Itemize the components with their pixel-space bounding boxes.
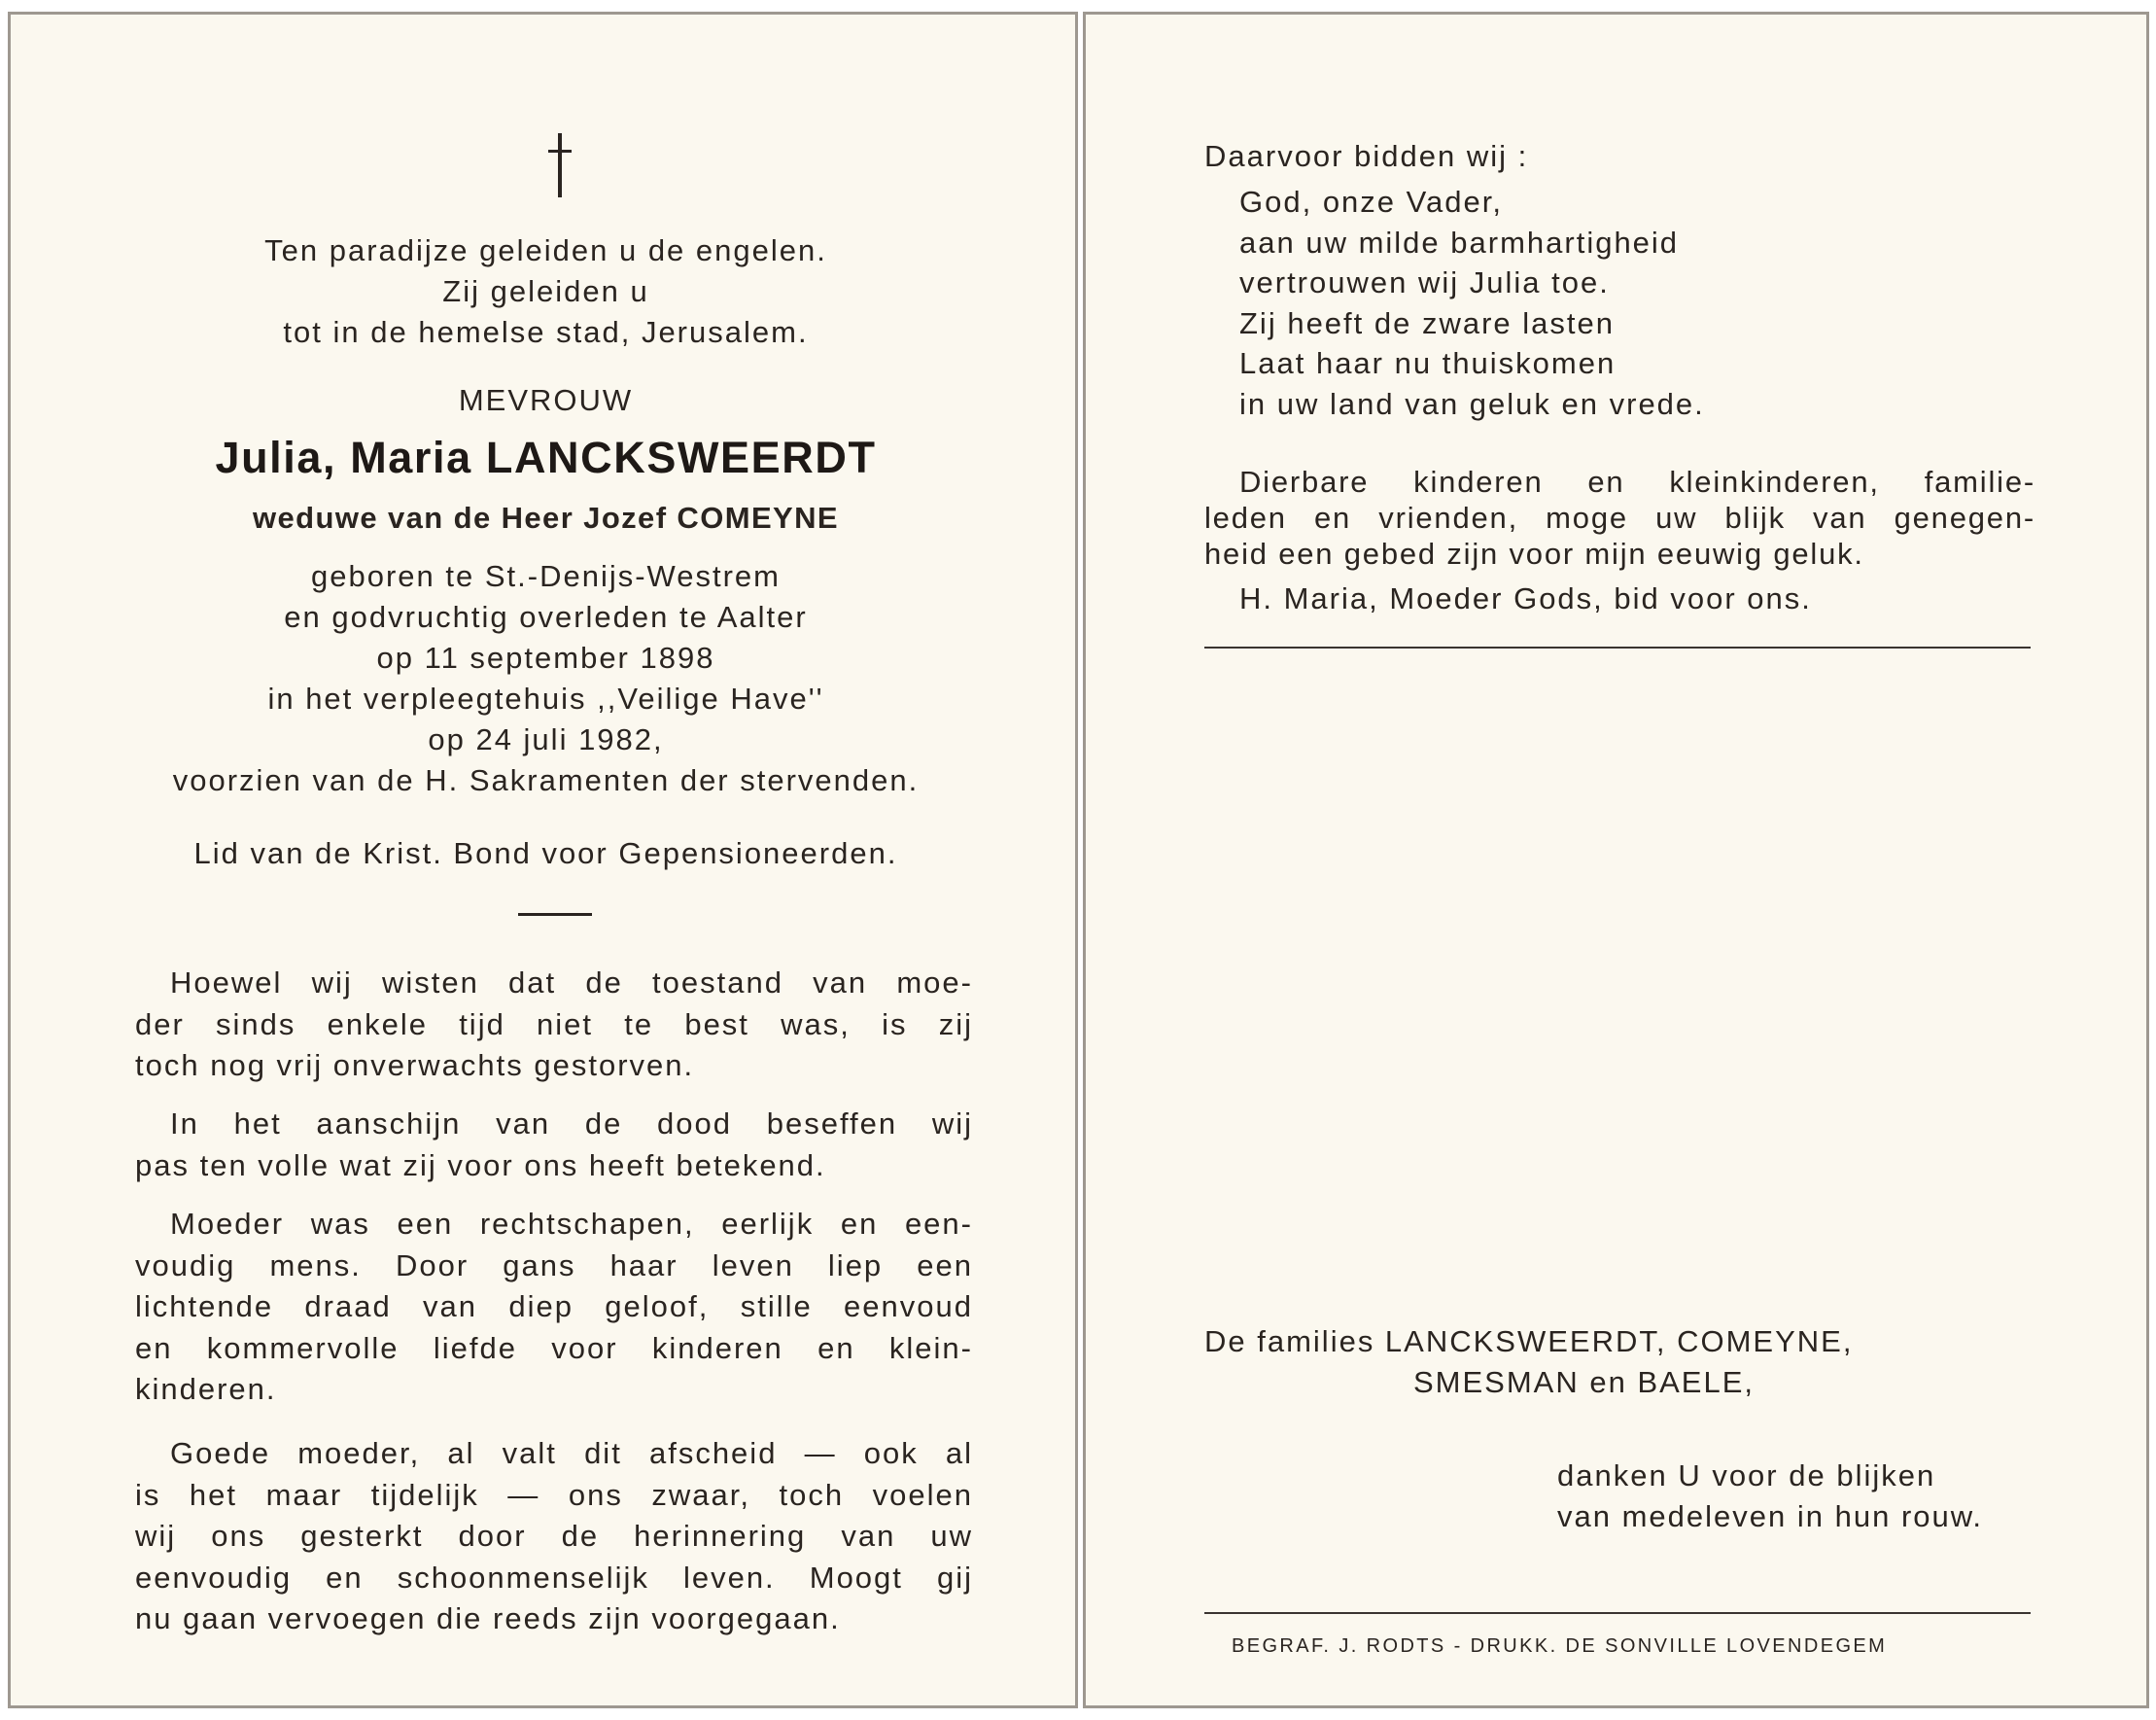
- verse-line: Zij geleiden u: [442, 274, 649, 308]
- prayer: [1239, 182, 1705, 424]
- prayer-line: vertrouwen wij Julia toe.: [1239, 265, 1610, 299]
- families-line: De families LANCKSWEERDT, COMEYNE,: [1204, 1324, 1854, 1358]
- thanks-line: danken U voor de blijken: [1557, 1458, 1936, 1492]
- deceased-name: Julia, Maria LANCKSWEERDT: [215, 433, 877, 482]
- thanks: [1557, 1456, 1983, 1536]
- salutation: MEVROUW: [458, 383, 634, 417]
- bio-line: in het verpleegtehuis ,,Veilige Have'': [267, 682, 824, 716]
- message-line: Dierbare kinderen en kleinkinderen, familie-: [1239, 465, 2035, 499]
- paragraph-line: Goede moeder, al valt dit afscheid — ook al: [170, 1436, 973, 1470]
- right-panel: [1083, 12, 2149, 1708]
- paragraph: [135, 963, 973, 1087]
- paragraph-line: voudig mens. Door gans haar leven liep een: [135, 1247, 973, 1282]
- divider: [518, 913, 592, 916]
- families: [1204, 1321, 1853, 1402]
- divider: [1204, 1612, 2031, 1614]
- printer-credit: BEGRAF. J. RODTS - DRUKK. DE SONVILLE LOVENDEGEM: [1232, 1635, 1888, 1657]
- bio-line: op 24 juli 1982,: [428, 722, 664, 756]
- paragraph-line: pas ten volle wat zij voor ons heeft betekend.: [135, 1147, 826, 1182]
- left-panel: [8, 12, 1078, 1708]
- paragraph-line: nu gaan vervoegen die reeds zijn voorgegaan.: [135, 1601, 841, 1635]
- paragraph: [135, 1204, 973, 1411]
- prayer-line: aan uw milde barmhartigheid: [1239, 225, 1680, 260]
- prayer-line: Laat haar nu thuiskomen: [1239, 346, 1617, 380]
- bio-line: op 11 september 1898: [376, 641, 715, 675]
- paragraph-line: eenvoudig en schoonmenselijk leven. Moogt gij: [135, 1560, 973, 1595]
- families-line: SMESMAN en BAELE,: [1413, 1364, 1756, 1399]
- bio-line: geboren te St.-Denijs-Westrem: [311, 559, 781, 593]
- message-line: leden en vrienden, moge uw blijk van genegen-: [1204, 501, 2035, 535]
- opening-verse: [11, 230, 1081, 353]
- paragraph-line: In het aanschijn van de dood beseffen wij: [170, 1106, 973, 1141]
- paragraph-line: kinderen.: [135, 1372, 277, 1406]
- paragraph-line: lichtende draad van diep geloof, stille eenvoud: [135, 1289, 973, 1323]
- paragraph-line: en kommervolle liefde voor kinderen en klein-: [135, 1330, 973, 1365]
- biography: [11, 556, 1081, 801]
- widow-of: weduwe van de Heer Jozef COMEYNE: [253, 501, 839, 535]
- divider: [1204, 647, 2031, 649]
- verse-line: Ten paradijze geleiden u de engelen.: [264, 233, 827, 267]
- prayer-line: God, onze Vader,: [1239, 185, 1503, 219]
- message: [1204, 464, 2035, 572]
- membership: Lid van de Krist. Bond voor Gepensioneerden.: [193, 836, 898, 870]
- paragraph-line: Moeder was een rechtschapen, eerlijk en een-: [170, 1207, 973, 1241]
- prayer-line: Zij heeft de zware lasten: [1239, 305, 1616, 340]
- bio-line: voorzien van de H. Sakramenten der stervenden.: [172, 763, 920, 797]
- message-line: heid een gebed zijn voor mijn eeuwig geluk.: [1204, 537, 1864, 571]
- paragraph: [135, 1104, 973, 1186]
- paragraph: [135, 1433, 973, 1640]
- paragraph-line: der sinds enkele tijd niet te best was, is zij: [135, 1006, 973, 1041]
- paragraph-line: Hoewel wij wisten dat de toestand van moe-: [170, 965, 973, 1000]
- verse-line: tot in de hemelse stad, Jerusalem.: [283, 315, 809, 349]
- invocation: H. Maria, Moeder Gods, bid voor ons.: [1239, 581, 1812, 615]
- bio-line: en godvruchtig overleden te Aalter: [284, 600, 808, 634]
- prayer-intro: Daarvoor bidden wij :: [1204, 139, 1529, 173]
- thanks-line: van medeleven in hun rouw.: [1557, 1498, 1984, 1533]
- paragraph-line: wij ons gesterkt door de herinnering van uw: [135, 1519, 973, 1553]
- paragraph-line: is het maar tijdelijk — ons zwaar, toch voelen: [135, 1477, 973, 1512]
- prayer-line: in uw land van geluk en vrede.: [1239, 386, 1705, 421]
- paragraph-line: toch nog vrij onverwachts gestorven.: [135, 1048, 695, 1082]
- cross-icon: [545, 133, 574, 197]
